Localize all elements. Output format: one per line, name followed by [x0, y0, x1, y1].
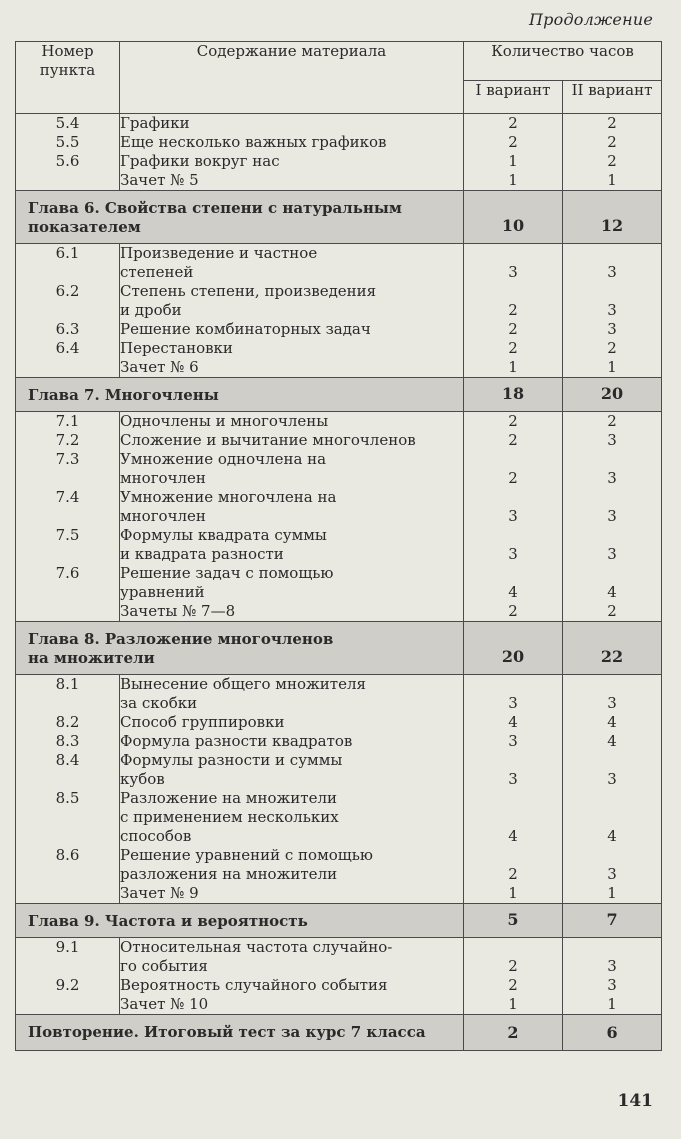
topic-number: 5.6: [55, 152, 80, 170]
chapter-title-line: показателем: [28, 218, 141, 236]
topic-content-cell: [120, 675, 464, 904]
hours-variant-1: 4: [508, 827, 518, 845]
hours-variant-2: 3: [607, 469, 617, 487]
hours-variant-1: 2: [508, 114, 518, 132]
hours-variant-2: 4: [607, 827, 617, 845]
hours-variant-2: [563, 675, 661, 694]
chapter-title: [16, 904, 464, 938]
continuation-label: Продолжение: [529, 10, 653, 29]
topic-text-line: Вынесение общего множителя: [120, 675, 366, 693]
chapter-title-line: Глава 8. Разложение многочленов: [28, 630, 334, 648]
hours-variant-1: 2: [508, 602, 518, 620]
column-header-variant-1: I вариант: [464, 81, 563, 114]
chapter-hours-variant-2: 12: [563, 191, 662, 244]
review-row: [16, 1015, 662, 1051]
hours-variant-2: 2: [607, 602, 617, 620]
topic-number-cell: [16, 938, 120, 1015]
topic-number: [16, 770, 119, 789]
topic-number: 7.2: [55, 431, 80, 449]
chapter-hours-variant-1: 18: [464, 378, 563, 412]
topic-number: 9.1: [55, 938, 80, 956]
section-items-row: [16, 675, 662, 904]
topic-content-cell: [120, 244, 464, 378]
topic-number: [16, 865, 119, 884]
chapter-row: [16, 622, 662, 675]
topic-text-line: Зачет № 9: [120, 884, 199, 902]
column-header-number: [16, 42, 120, 114]
topic-content-cell: [120, 412, 464, 622]
hours-variant-2-cell: [563, 114, 662, 191]
topic-text-line: Способ группировки: [120, 713, 285, 731]
chapter-title: [16, 191, 464, 244]
topic-number: [16, 995, 119, 1014]
topic-text-line: с применением нескольких: [120, 808, 339, 826]
topic-text-line: Относительная частота случайно-: [120, 938, 393, 956]
topic-text-line: Одночлены и многочлены: [120, 412, 329, 430]
hours-variant-2: [563, 488, 661, 507]
topic-text-line: Решение комбинаторных задач: [120, 320, 371, 338]
topic-number: 6.4: [55, 339, 80, 357]
hours-variant-1: [464, 526, 562, 545]
hours-variant-1: 3: [508, 507, 518, 525]
hours-variant-1: 2: [508, 133, 518, 151]
page-number: 141: [617, 1091, 653, 1111]
topic-number: 6.3: [55, 320, 80, 338]
topic-number: 5.5: [55, 133, 80, 151]
topic-text-line: Произведение и частное: [120, 244, 318, 262]
hours-variant-1: 1: [508, 884, 518, 902]
chapter-hours-variant-2: 22: [563, 622, 662, 675]
chapter-title-line: Глава 7. Многочлены: [28, 386, 219, 404]
chapter-title: [16, 1015, 464, 1051]
section-items-row: [16, 114, 662, 191]
chapter-row: [16, 378, 662, 412]
hours-variant-2: [563, 789, 661, 808]
hours-variant-1: 1: [508, 995, 518, 1013]
topic-text-line: Умножение одночлена на: [120, 450, 327, 468]
topic-text-line: Зачет № 6: [120, 358, 199, 376]
hours-variant-1: 2: [508, 431, 518, 449]
chapter-hours-variant-2: 7: [563, 904, 662, 938]
hours-variant-1-cell: [464, 244, 563, 378]
chapter-hours-variant-1: 20: [464, 622, 563, 675]
hours-variant-2: [563, 751, 661, 770]
hours-variant-2: 4: [607, 713, 617, 731]
topic-number: 9.2: [55, 976, 80, 994]
column-header-content: Содержание материала: [120, 42, 464, 114]
hours-variant-1: 3: [508, 770, 518, 788]
hours-variant-1: [464, 789, 562, 808]
hours-variant-2: 3: [607, 431, 617, 449]
topic-text-line: Сложение и вычитание многочленов: [120, 431, 416, 449]
hours-variant-2: 3: [607, 263, 617, 281]
hours-variant-2: 3: [607, 957, 617, 975]
topic-number: 8.5: [55, 789, 80, 807]
hours-variant-1: 1: [508, 358, 518, 376]
topic-content-cell: [120, 114, 464, 191]
hours-variant-1-cell: [464, 938, 563, 1015]
topic-number-cell: [16, 244, 120, 378]
hours-variant-2: [563, 526, 661, 545]
chapter-title: [16, 378, 464, 412]
hours-variant-2: [563, 244, 661, 263]
hours-variant-1: 2: [508, 412, 518, 430]
hours-variant-2: [563, 808, 661, 827]
topic-number: [16, 957, 119, 976]
hours-variant-2: 4: [607, 732, 617, 750]
hours-variant-2: 2: [607, 114, 617, 132]
hours-variant-2: [563, 938, 661, 957]
topic-text-line: Формула разности квадратов: [120, 732, 353, 750]
hours-variant-1: 1: [508, 152, 518, 170]
hours-variant-1: 3: [508, 545, 518, 563]
topic-number: 7.5: [55, 526, 80, 544]
hours-variant-2: 3: [607, 865, 617, 883]
hours-variant-2: [563, 450, 661, 469]
hours-variant-1: [464, 488, 562, 507]
hours-variant-2: 3: [607, 770, 617, 788]
topic-number: 8.3: [55, 732, 80, 750]
hours-variant-1: 4: [508, 583, 518, 601]
topic-text-line: Умножение многочлена на: [120, 488, 337, 506]
hours-variant-2: 2: [607, 152, 617, 170]
hours-variant-1: 4: [508, 713, 518, 731]
hours-variant-1: 2: [508, 339, 518, 357]
chapter-row: [16, 904, 662, 938]
column-header-number-line: пункта: [39, 61, 96, 79]
hours-variant-2: 1: [607, 995, 617, 1013]
topic-number: [16, 263, 119, 282]
topic-text-line: Решение задач с помощью: [120, 564, 334, 582]
hours-variant-2: 1: [607, 171, 617, 189]
hours-variant-2: 1: [607, 358, 617, 376]
hours-variant-2: [563, 846, 661, 865]
hours-variant-2: 1: [607, 884, 617, 902]
hours-variant-2-cell: [563, 675, 662, 904]
column-header-variant-2: II вариант: [563, 81, 662, 114]
hours-variant-2: 3: [607, 507, 617, 525]
topic-text-line: Еще несколько важных графиков: [120, 133, 387, 151]
topic-number: [16, 884, 119, 903]
chapter-hours-variant-2: 20: [563, 378, 662, 412]
hours-variant-1: [464, 808, 562, 827]
hours-variant-1: 3: [508, 732, 518, 750]
topic-text-line: уравнений: [120, 583, 205, 601]
hours-variant-1-cell: [464, 675, 563, 904]
hours-variant-1: 3: [508, 694, 518, 712]
topic-number: 7.4: [55, 488, 80, 506]
hours-variant-1: 2: [508, 976, 518, 994]
hours-variant-1: [464, 282, 562, 301]
chapter-title-line: Глава 9. Частота и вероятность: [28, 912, 308, 930]
topic-text-line: за скобки: [120, 694, 198, 712]
hours-variant-1-cell: [464, 412, 563, 622]
topic-text-line: кубов: [120, 770, 165, 788]
chapter-hours-variant-2: 6: [563, 1015, 662, 1051]
topic-number: 7.1: [55, 412, 80, 430]
hours-variant-1-cell: [464, 114, 563, 191]
chapter-hours-variant-1: 10: [464, 191, 563, 244]
topic-number: 5.4: [55, 114, 80, 132]
topic-text-line: и дроби: [120, 301, 182, 319]
topic-text-line: Разложение на множители: [120, 789, 337, 807]
hours-variant-1: [464, 751, 562, 770]
topic-number: [16, 583, 119, 602]
topic-text-line: многочлен: [120, 507, 206, 525]
topic-text-line: способов: [120, 827, 192, 845]
hours-variant-1: 2: [508, 865, 518, 883]
topic-text-line: го события: [120, 957, 208, 975]
chapter-title-line: на множители: [28, 649, 155, 667]
topic-number: [16, 545, 119, 564]
hours-variant-1: 3: [508, 263, 518, 281]
hours-variant-1: [464, 675, 562, 694]
topic-text-line: Решение уравнений с помощью: [120, 846, 373, 864]
topic-text-line: Графики вокруг нас: [120, 152, 280, 170]
hours-variant-2: 2: [607, 133, 617, 151]
chapter-hours-variant-1: 5: [464, 904, 563, 938]
hours-variant-2: 3: [607, 545, 617, 563]
topic-content-cell: [120, 938, 464, 1015]
chapter-hours-variant-1: 2: [464, 1015, 563, 1051]
topic-text-line: Вероятность случайного события: [120, 976, 388, 994]
topic-number: [16, 358, 119, 377]
chapter-row: [16, 191, 662, 244]
section-items-row: [16, 938, 662, 1015]
hours-variant-2: 3: [607, 976, 617, 994]
hours-variant-1: 2: [508, 469, 518, 487]
topic-text-line: разложения на множители: [120, 865, 338, 883]
hours-variant-1: 1: [508, 171, 518, 189]
topic-number: 7.6: [55, 564, 80, 582]
hours-variant-2: 3: [607, 694, 617, 712]
topic-text-line: степеней: [120, 263, 194, 281]
chapter-title: [16, 622, 464, 675]
table-body: [16, 114, 662, 1051]
hours-variant-2: 4: [607, 583, 617, 601]
topic-number: 7.3: [55, 450, 80, 468]
column-header-number-line: Номер: [41, 42, 94, 60]
hours-variant-2-cell: [563, 412, 662, 622]
topic-number: [16, 469, 119, 488]
hours-variant-1: [464, 244, 562, 263]
topic-text-line: Степень степени, произведения: [120, 282, 377, 300]
topic-text-line: Перестановки: [120, 339, 233, 357]
topic-number: 8.6: [55, 846, 80, 864]
hours-variant-1: [464, 938, 562, 957]
hours-variant-2: 3: [607, 301, 617, 319]
topic-text-line: Зачеты № 7—8: [120, 602, 236, 620]
topic-text-line: и квадрата разности: [120, 545, 284, 563]
topic-text-line: многочлен: [120, 469, 206, 487]
topic-number: [16, 808, 119, 827]
topic-number: 6.2: [55, 282, 80, 300]
hours-variant-2: [563, 564, 661, 583]
hours-variant-1: 2: [508, 301, 518, 319]
column-header-hours: Количество часов: [464, 42, 662, 81]
topic-number: [16, 827, 119, 846]
hours-variant-2-cell: [563, 938, 662, 1015]
topic-number: 6.1: [55, 244, 80, 262]
lesson-plan-table: [15, 41, 662, 1051]
topic-number: 8.1: [55, 675, 80, 693]
hours-variant-2: 2: [607, 339, 617, 357]
hours-variant-2: [563, 282, 661, 301]
hours-variant-1: [464, 450, 562, 469]
hours-variant-2: 3: [607, 320, 617, 338]
chapter-title-line: Глава 6. Свойства степени с натуральным: [28, 199, 402, 217]
topic-number: [16, 694, 119, 713]
topic-number: 8.2: [55, 713, 80, 731]
chapter-title-line: Повторение. Итоговый тест за курс 7 класса: [28, 1023, 426, 1041]
hours-variant-1: 2: [508, 957, 518, 975]
topic-text-line: Формулы разности и суммы: [120, 751, 343, 769]
topic-number: 8.4: [55, 751, 80, 769]
section-items-row: [16, 244, 662, 378]
topic-text-line: Формулы квадрата суммы: [120, 526, 327, 544]
hours-variant-2: 2: [607, 412, 617, 430]
topic-text-line: Зачет № 5: [120, 171, 199, 189]
topic-number: [16, 301, 119, 320]
topic-number-cell: [16, 412, 120, 622]
hours-variant-1: [464, 564, 562, 583]
topic-number: [16, 507, 119, 526]
section-items-row: [16, 412, 662, 622]
hours-variant-1: 2: [508, 320, 518, 338]
topic-number-cell: [16, 675, 120, 904]
hours-variant-2-cell: [563, 244, 662, 378]
table-header: [16, 42, 662, 114]
topic-text-line: Зачет № 10: [120, 995, 209, 1013]
topic-number: [16, 171, 119, 190]
topic-text-line: Графики: [120, 114, 190, 132]
hours-variant-1: [464, 846, 562, 865]
topic-number-cell: [16, 114, 120, 191]
topic-number: [16, 602, 119, 621]
